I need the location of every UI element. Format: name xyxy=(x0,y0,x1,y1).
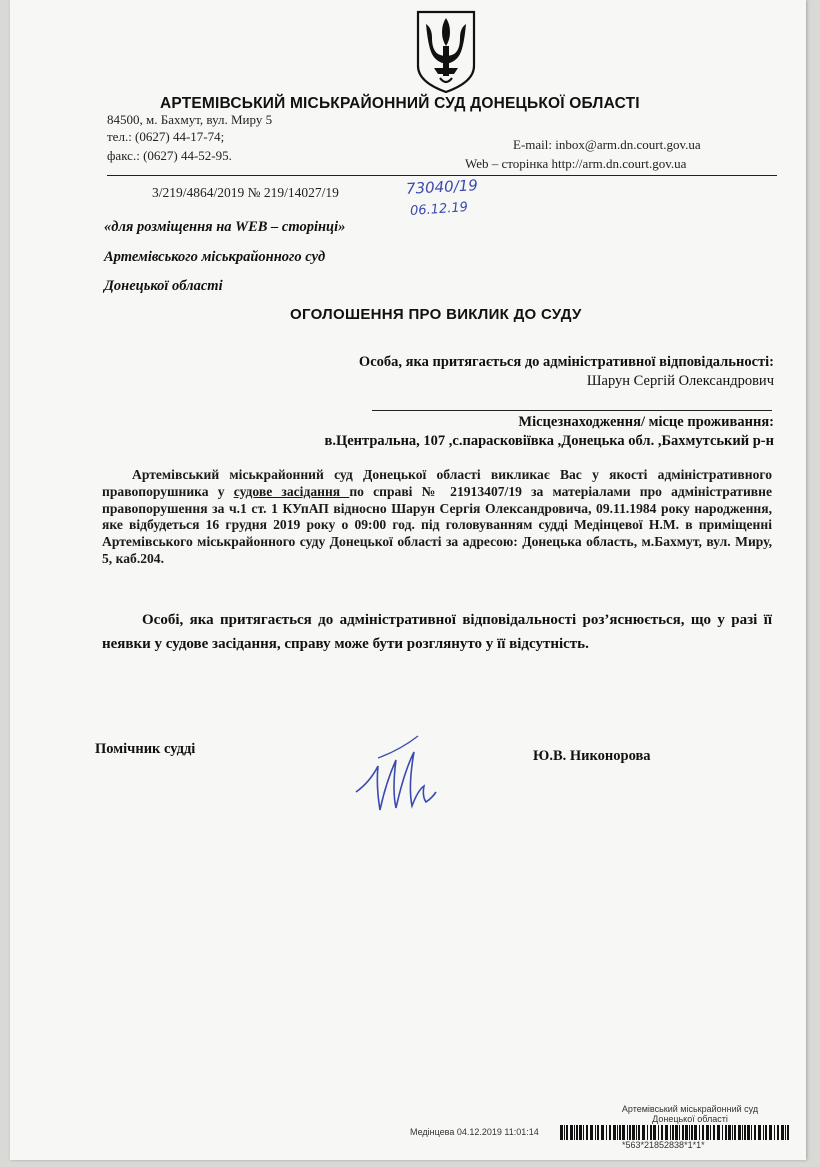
document-barcode xyxy=(560,1125,790,1140)
summons-paragraph xyxy=(102,467,772,568)
location-label: Місцезнаходження/ місце проживання: xyxy=(518,414,774,430)
court-website: Web – сторінка http://arm.dn.court.gov.ua xyxy=(465,156,687,171)
signatory-name: Ю.В. Никонорова xyxy=(533,748,651,764)
footer-court-line2: Донецької області xyxy=(652,1114,728,1124)
signatory-position: Помічник судді xyxy=(95,741,196,757)
court-address: 84500, м. Бахмут, вул. Миру 5 xyxy=(107,112,273,127)
person-label: Особа, яка притягається до адміністративної відповідальності: xyxy=(358,354,774,370)
summons-paragraph-end: по справі № 21913407/19 за матеріалами про адміністративне правопорушення за ч.1 ст. 1 КУпАП відносно Шарун Сергія Олександровича, 09.11.1984 року народження, яке відбудеться 16 грудня 2019 року о 09:00 год. під головуванням судді Медінцевої Н.М. в приміщенні Артемівського міськрайонного суду Донецької області за адресою: Донецька область, м.Бахмут, вул. Миру, 5, каб.204. xyxy=(102,483,772,566)
court-email: E-mail: inbox@arm.dn.court.gov.ua xyxy=(513,137,701,152)
summons-underlined-phrase: судове засідання xyxy=(233,483,350,499)
person-name: Шарун Сергій Олександрович xyxy=(586,373,774,389)
announcement-title: ОГОЛОШЕННЯ ПРО ВИКЛИК ДО СУДУ xyxy=(290,306,582,323)
court-name: АРТЕМІВСЬКИЙ МІСЬКРАЙОННИЙ СУД ДОНЕЦЬКОЇ ОБЛАСТІ xyxy=(160,95,640,112)
handwritten-incoming-number: 73040/19 xyxy=(405,176,479,198)
document-page xyxy=(10,0,806,1160)
court-fax: факс.: (0627) 44-52-95. xyxy=(107,148,232,163)
recipient-line-web: «для розміщення на WEB – сторінці» xyxy=(104,219,346,235)
court-phone: тел.: (0627) 44-17-74; xyxy=(107,129,225,144)
person-divider xyxy=(372,410,772,411)
handwritten-signature xyxy=(348,728,448,818)
handwritten-incoming-date: 06.12.19 xyxy=(409,199,469,220)
person-location: в.Центральна, 107 ,с.парасковіївка ,Донецька обл. ,Бахмутський р-н xyxy=(324,433,774,449)
absence-notice-paragraph: Особі, яка притягається до адміністративної відповідальності роз’яснюється, що у разі її неявки у судове засідання, справу може бути розглянуто у її відсутність. xyxy=(102,612,772,652)
recipient-line-court: Артемівського міськрайонного суд xyxy=(104,249,326,265)
footer-court-name xyxy=(595,1104,785,1124)
barcode-number: *563*21852838*1*1* xyxy=(622,1140,705,1150)
summons-paragraph-start: Артемівський міськрайонний суд Донецької області викликає Вас у якості адміністративного правопорушника у xyxy=(102,467,772,499)
recipient-line-region: Донецької області xyxy=(104,278,223,294)
tryzub-emblem-icon xyxy=(414,8,478,94)
case-reference-number: 3/219/4864/2019 № 219/14027/19 xyxy=(152,185,339,200)
header-divider xyxy=(107,175,777,176)
footer-court-line1: Артемівський міськрайонний суд xyxy=(621,1104,759,1114)
footer-registration-stamp: Медінцева 04.12.2019 11:01:14 xyxy=(410,1127,539,1137)
